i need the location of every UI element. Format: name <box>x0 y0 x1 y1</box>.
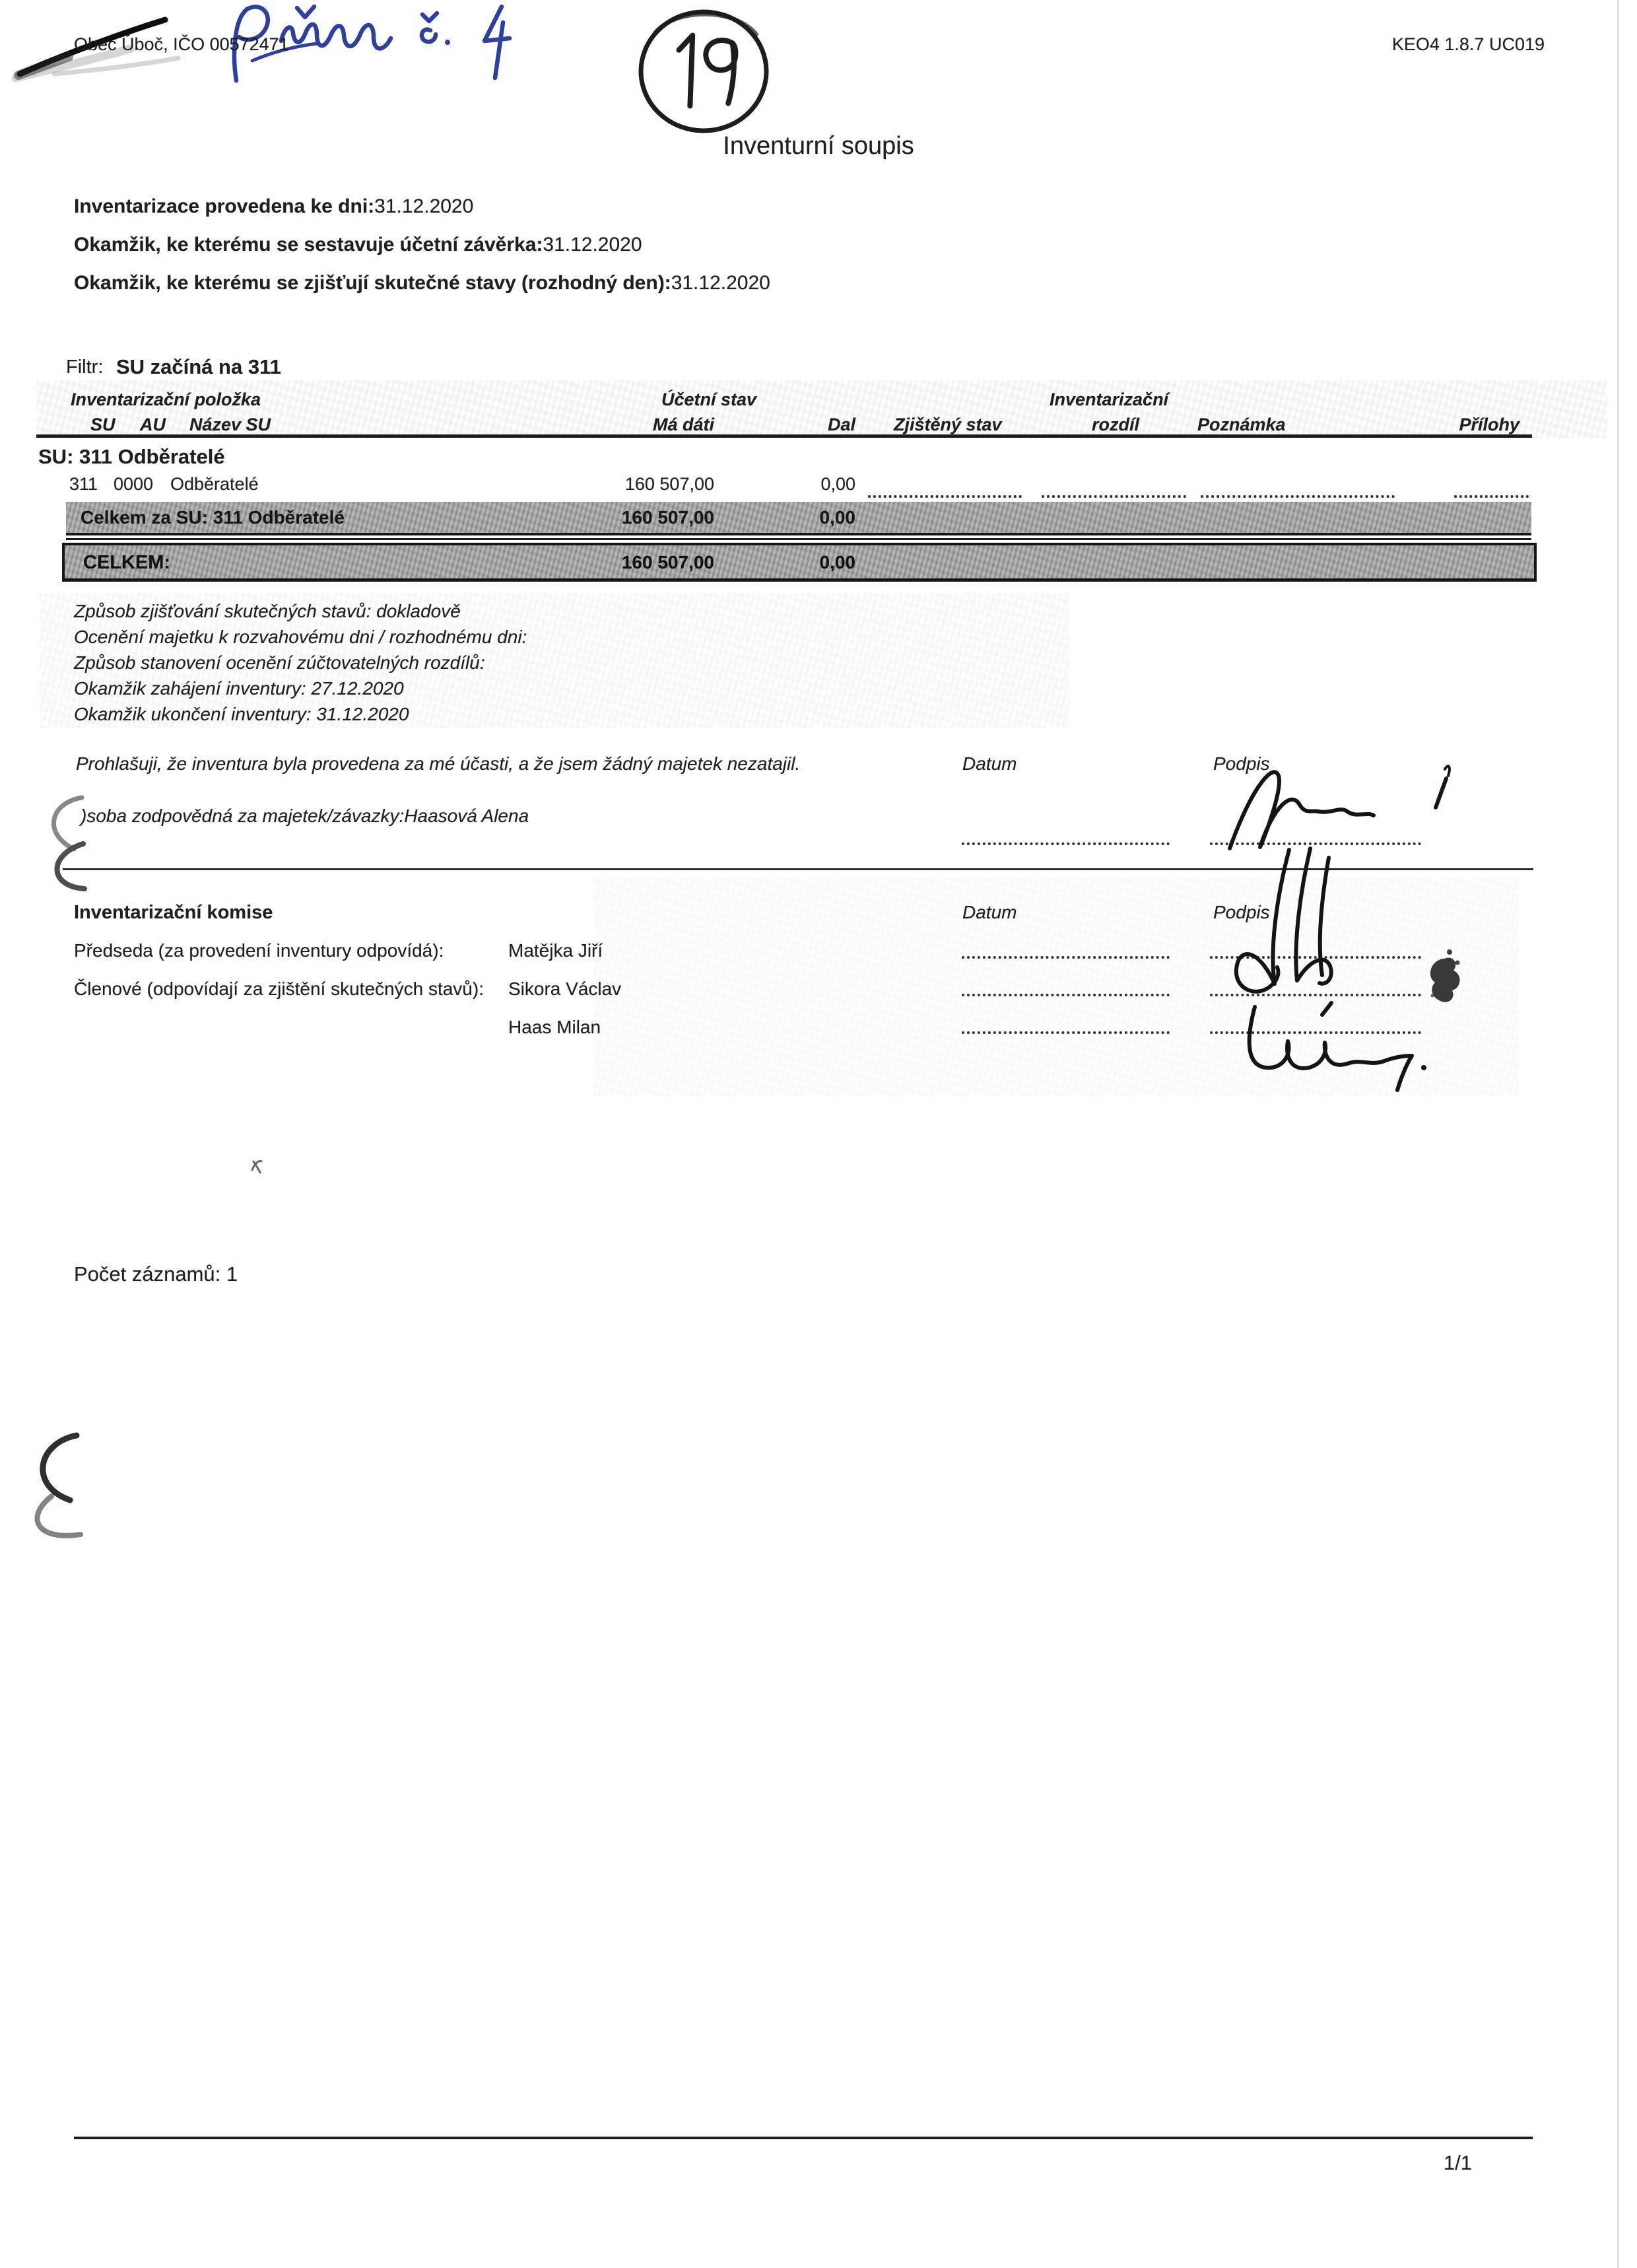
circled-number-annotation <box>635 5 774 141</box>
detail-differences: Způsob stanovení ocenění zúčtovatelných rozdílů: <box>74 652 485 673</box>
commission-datum-label: Datum <box>962 902 1017 922</box>
grand-total-dal: 0,00 <box>819 552 855 572</box>
table-row-su: 311 <box>69 474 98 494</box>
meta-actual-label: Okamžik, ke kterému se zjišťují skutečné stavy (rozhodný den): <box>74 272 671 294</box>
page-edge-shadow <box>1617 0 1619 2268</box>
table-row-dal: 0,00 <box>820 474 855 494</box>
dotted-line <box>962 842 1170 845</box>
dotted-line <box>1454 495 1529 498</box>
col-header-prilohy: Přílohy <box>1459 415 1520 434</box>
dotted-line <box>962 1031 1170 1034</box>
meta-line-performed <box>74 195 473 218</box>
org-name: Obec Úboč, IČO 00572471 <box>74 34 289 54</box>
scan-crescent-artifact <box>25 792 98 891</box>
record-count: Počet záznamů: 1 <box>74 1262 238 1286</box>
signature-responsible <box>1218 749 1469 862</box>
detail-start-date: Okamžik zahájení inventury: 27.12.2020 <box>74 678 404 699</box>
commission-title: Inventarizační komise <box>74 902 273 923</box>
table-row-ma-dati: 160 507,00 <box>624 474 714 494</box>
grand-total-label: CELKEM: <box>83 552 171 573</box>
table-header-item-group: Inventarizační položka <box>71 390 261 409</box>
detail-method: Způsob zjišťování skutečných stavů: dokladově <box>74 601 461 621</box>
col-header-zjisteny-stav: Zjištěný stav <box>894 415 1002 434</box>
detail-end-date: Okamžik ukončení inventury: 31.12.2020 <box>74 704 409 724</box>
declaration-datum-label: Datum <box>962 753 1017 774</box>
table-header-accounting-group: Účetní stav <box>661 390 757 409</box>
dotted-line <box>962 956 1170 959</box>
meta-performed-value: 31.12.2020 <box>374 195 474 217</box>
dotted-line <box>1042 495 1186 498</box>
col-header-au: AU <box>140 415 166 434</box>
ink-blot-artifact <box>1424 949 1467 1006</box>
meta-line-closing <box>74 234 642 256</box>
table-header-rule <box>36 434 1532 438</box>
responsible-person: )soba zodpovědná za majetek/závazky:Haasová Alena <box>81 806 529 826</box>
commission-row-name: Haas Milan <box>508 1017 601 1037</box>
dotted-line <box>1201 495 1395 498</box>
meta-line-actual <box>74 272 770 294</box>
table-section-title: SU: 311 Odběratelé <box>38 445 225 468</box>
col-header-dal: Dal <box>827 415 855 434</box>
commission-row-role: Členové (odpovídají za zjištění skutečných stavů): <box>74 979 484 999</box>
subtotal-label: Celkem za SU: 311 Odběratelé <box>81 507 345 528</box>
meta-performed-label: Inventarizace provedena ke dni: <box>74 195 375 217</box>
footer-rule <box>74 2137 1533 2139</box>
table-row-au: 0000 <box>114 474 154 494</box>
smudge-artifact <box>250 1155 264 1175</box>
document-title: Inventurní soupis <box>723 132 914 160</box>
col-header-rozdil: rozdíl <box>1092 415 1139 434</box>
signature-commission <box>1211 848 1449 1073</box>
app-version: KEO4 1.8.7 UC019 <box>1391 34 1545 54</box>
table-header-inventory-group: Inventarizační <box>1050 390 1169 409</box>
col-header-ma-dati: Má dáti <box>652 415 714 434</box>
dotted-line <box>868 495 1022 498</box>
subtotal-underline <box>66 538 1531 540</box>
scan-crescent-artifact <box>8 1427 100 1545</box>
subtotal-ma-dati: 160 507,00 <box>621 507 714 528</box>
filter-label: Filtr: <box>66 357 104 378</box>
col-header-poznamka: Poznámka <box>1197 415 1286 434</box>
commission-podpis-label: Podpis <box>1213 902 1270 922</box>
commission-row-name: Sikora Václav <box>508 979 622 999</box>
commission-row-role: Předseda (za provedení inventury odpovídá): <box>74 940 444 961</box>
meta-actual-value: 31.12.2020 <box>671 272 770 294</box>
filter-value: SU začíná na 311 <box>116 355 281 378</box>
subtotal-dal: 0,00 <box>819 507 855 528</box>
grand-total-ma-dati: 160 507,00 <box>621 552 714 572</box>
detail-valuation: Ocenění majetku k rozvahovému dni / rozhodnému dni: <box>74 627 527 647</box>
meta-closing-label: Okamžik, ke kterému se sestavuje účetní závěrka: <box>74 234 543 256</box>
declaration-podpis-label: Podpis <box>1213 753 1270 774</box>
meta-closing-value: 31.12.2020 <box>543 234 642 256</box>
col-header-su: SU <box>90 415 116 434</box>
declaration-text: Prohlašuji, že inventura byla provedena za mé účasti, a že jsem žádný majetek nezatajil. <box>76 753 801 774</box>
commission-row-name: Matějka Jiří <box>508 940 603 961</box>
table-row-nazev: Odběratelé <box>170 474 259 494</box>
page-number: 1/1 <box>1443 2151 1472 2174</box>
col-header-nazev-su: Název SU <box>189 415 271 434</box>
dotted-line <box>962 994 1170 996</box>
